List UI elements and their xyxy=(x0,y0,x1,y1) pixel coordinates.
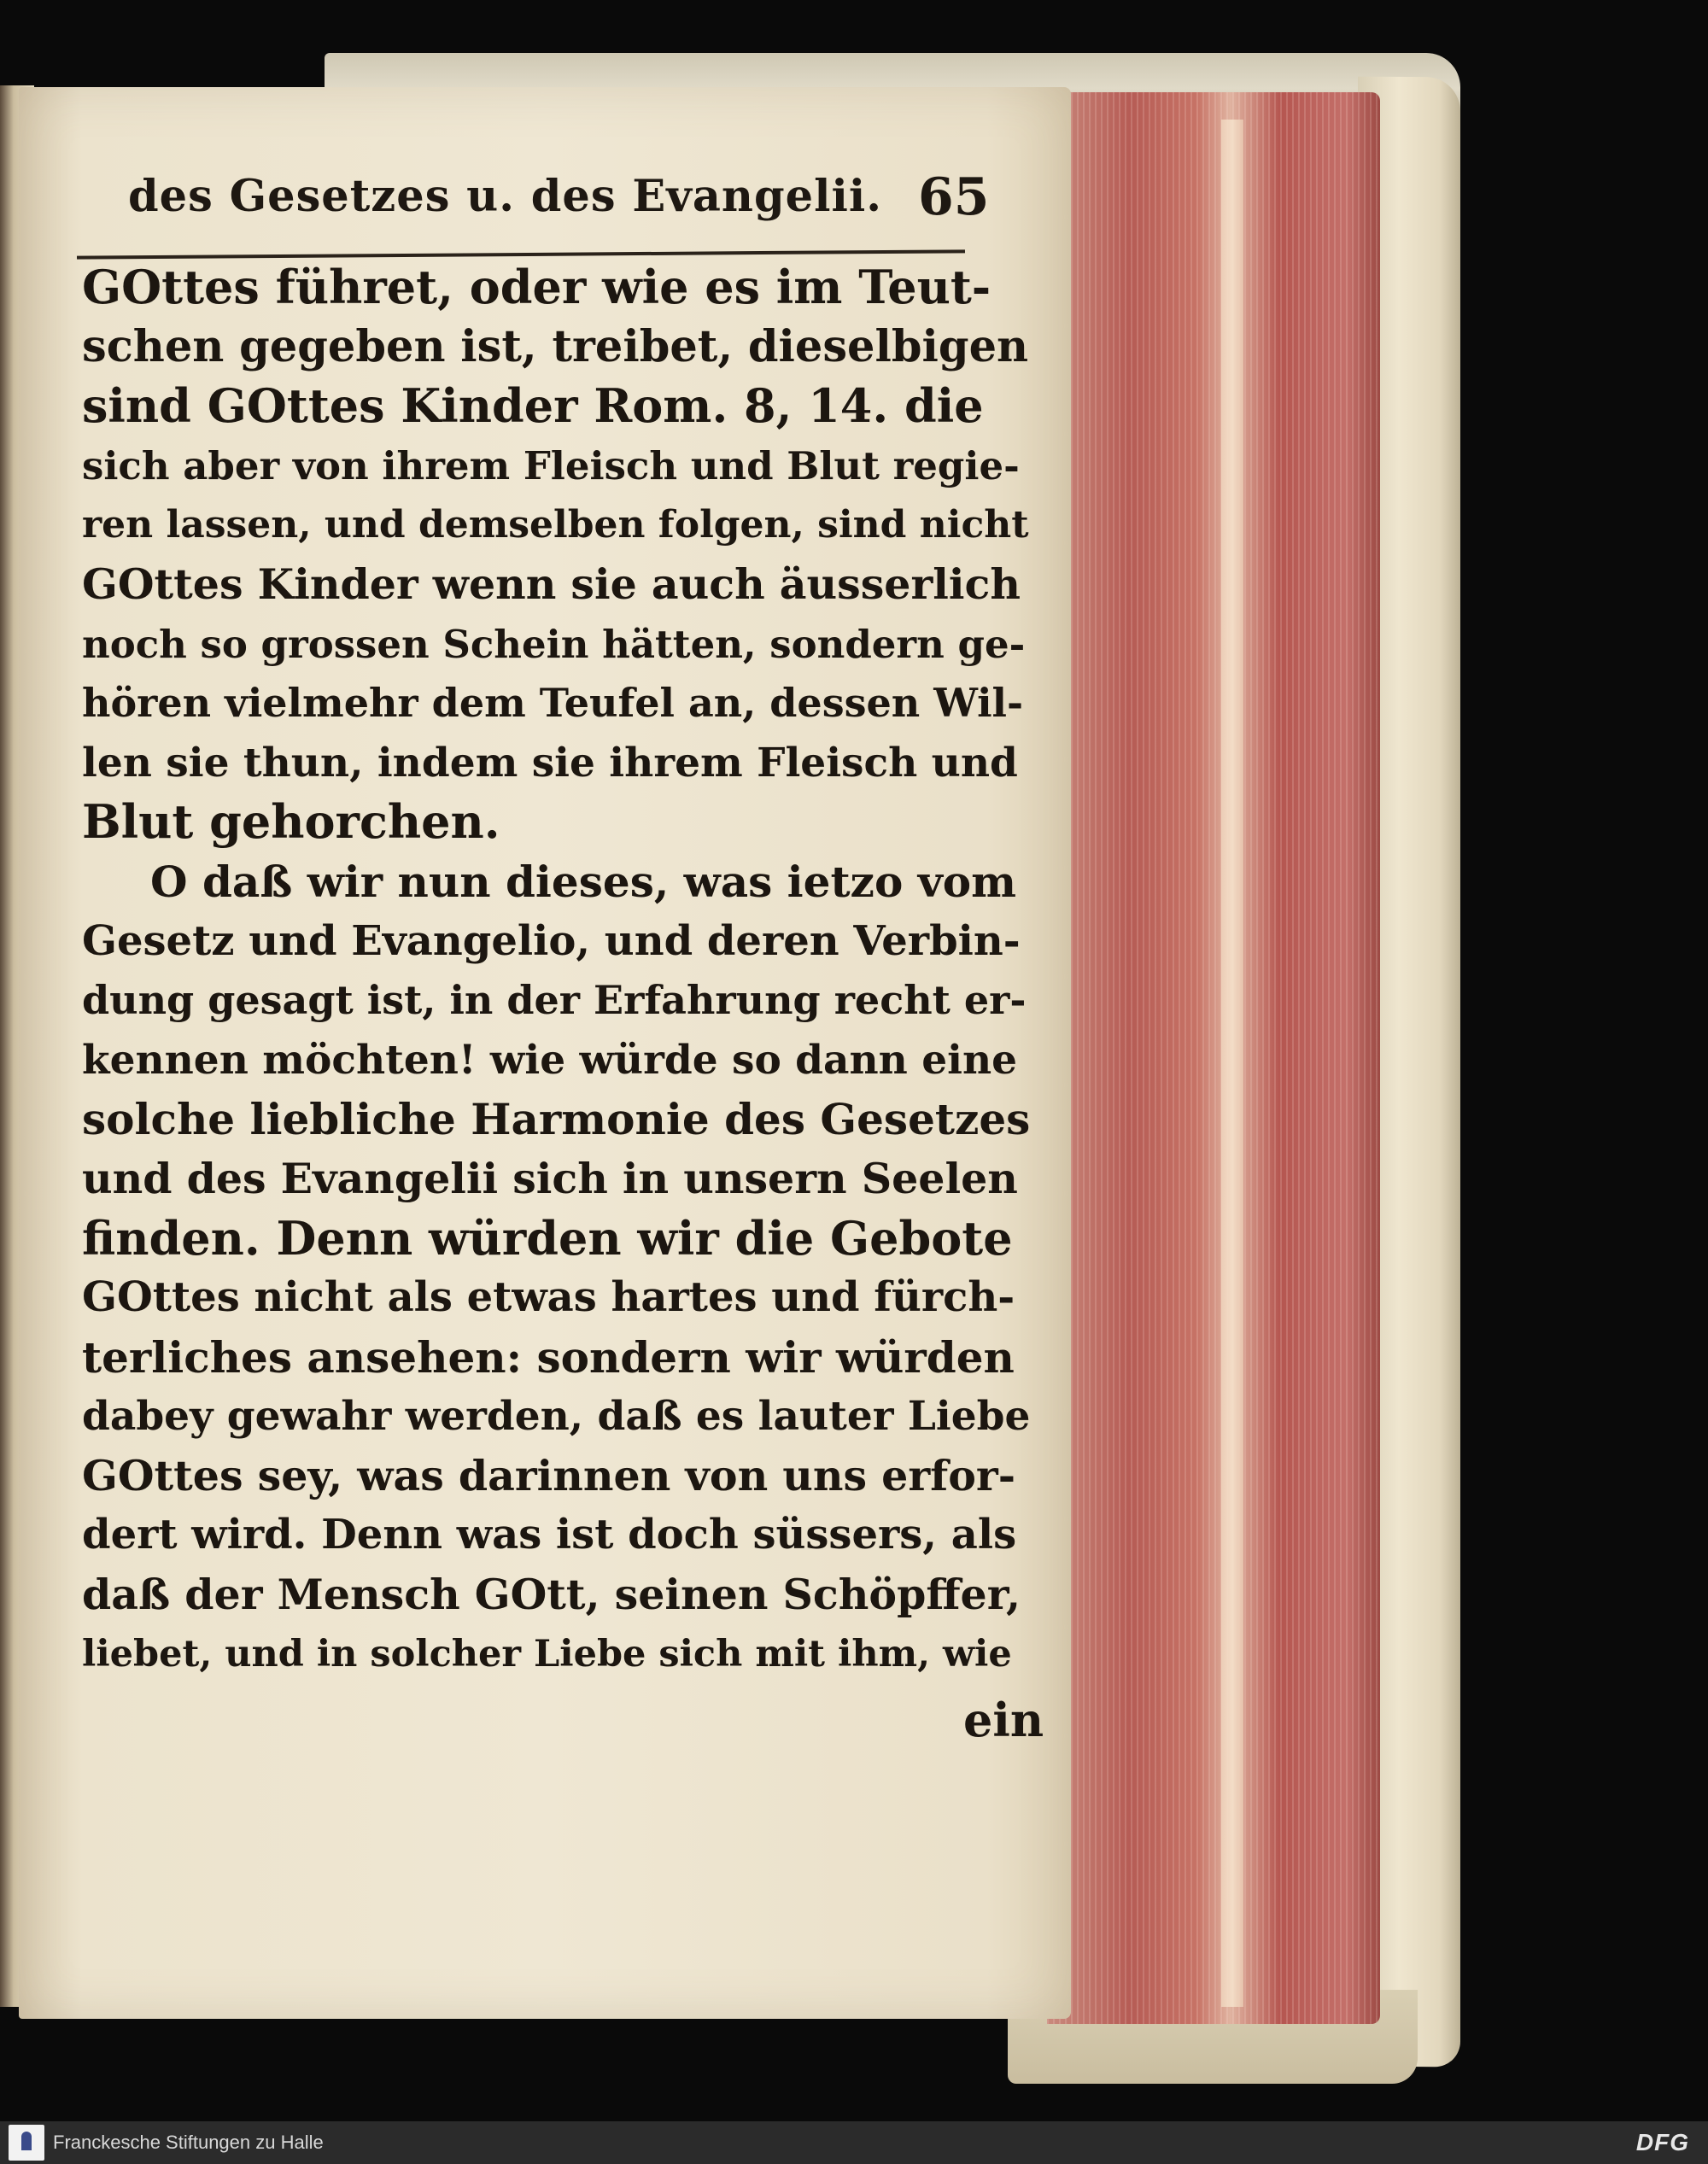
text-line: dung gesagt ist, in der Erfahrung recht er- xyxy=(82,977,1027,1024)
text-line: Blut gehorchen. xyxy=(82,794,500,850)
text-line: GOttes nicht als etwas hartes und fürch- xyxy=(82,1273,1015,1322)
text-line: noch so grossen Schein hätten, sondern ge- xyxy=(82,621,1026,667)
text-line: liebet, und in solcher Liebe sich mit ihm, wie xyxy=(82,1632,1012,1676)
text-line: ren lassen, und demselben folgen, sind nicht xyxy=(82,503,1029,547)
running-title: des Gesetzes u. des Evangelii. xyxy=(128,171,882,222)
page-number: 65 xyxy=(918,167,990,227)
text-line: sind GOttes Kinder Rom. 8, 14. die xyxy=(82,378,984,434)
text-line: Gesetz und Evangelio, und deren Verbin- xyxy=(82,916,1021,965)
text-line: O daß wir nun dieses, was ietzo vom xyxy=(150,856,1017,907)
text-line: GOttes führet, oder wie es im Teut- xyxy=(82,260,991,314)
text-line: und des Evangelii sich in unsern Seelen xyxy=(82,1153,1018,1203)
text-line: GOttes sey, was darinnen von uns erfor- xyxy=(82,1450,1016,1500)
text-line: len sie thun, indem sie ihrem Fleisch und xyxy=(82,739,1018,787)
text-line: terliches ansehen: sondern wir würden xyxy=(82,1331,1015,1383)
institution-logo-icon xyxy=(9,2125,44,2161)
text-line: schen gegeben ist, treibet, dieselbigen xyxy=(82,320,1029,372)
red-stained-fore-edge xyxy=(1047,92,1380,2024)
institution-name: Franckesche Stiftungen zu Halle xyxy=(53,2132,324,2153)
text-line: daß der Mensch GOtt, seinen Schöpffer, xyxy=(82,1570,1021,1620)
body-text xyxy=(82,258,1030,1684)
text-line: hören vielmehr dem Teufel an, dessen Wil- xyxy=(82,680,1024,727)
text-line: GOttes Kinder wenn sie auch äusserlich xyxy=(82,559,1021,609)
text-line: dert wird. Denn was ist doch süssers, als xyxy=(82,1511,1017,1559)
fore-edge-highlight xyxy=(1221,120,1243,2007)
text-line: kennen möchten! wie würde so dann eine xyxy=(82,1036,1018,1084)
text-line: finden. Denn würden wir die Gebote xyxy=(82,1210,1013,1266)
text-line: sich aber von ihrem Fleisch und Blut regie- xyxy=(82,442,1020,488)
viewer-footer xyxy=(0,2121,1708,2164)
dfg-logo: DFG xyxy=(1635,2129,1689,2155)
text-line: dabey gewahr werden, daß es lauter Liebe xyxy=(82,1393,1031,1441)
catchword: ein xyxy=(963,1693,1044,1747)
text-line: solche liebliche Harmonie des Gesetzes xyxy=(82,1094,1031,1145)
